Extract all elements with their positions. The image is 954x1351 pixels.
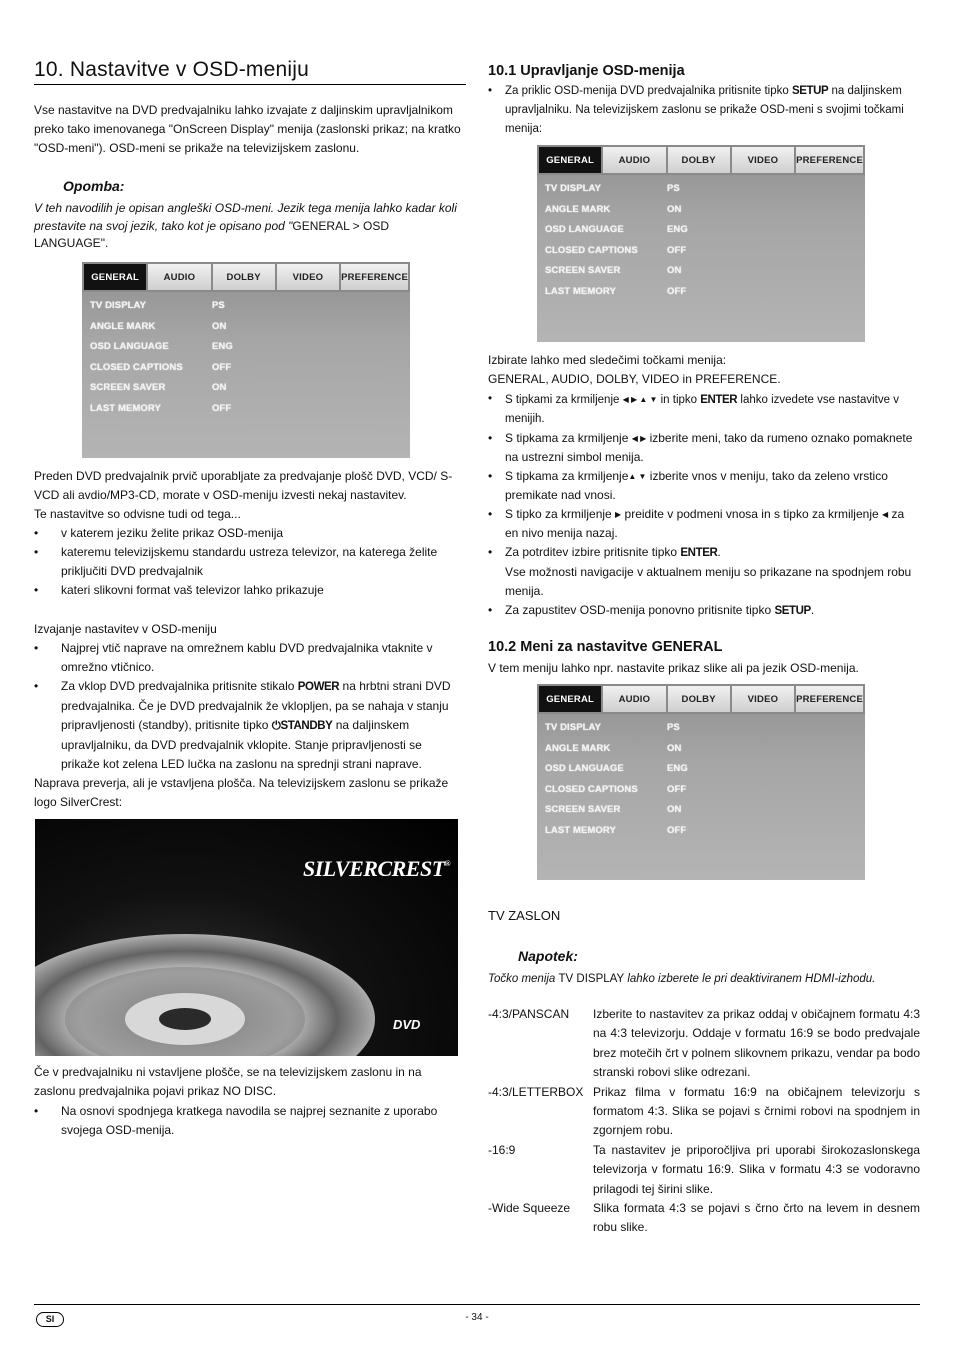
option-key: -16:9 (488, 1142, 516, 1157)
list-item: • Najprej vtič naprave na omrežnem kablu DVD predvajalnika vtaknite v omrežno vtičnico. (34, 639, 460, 677)
tv-zaslon-heading: TV ZASLON (488, 908, 561, 923)
page-number: - 34 - (465, 1312, 489, 1323)
final-list (34, 1102, 464, 1140)
osd-row: OSD LANGUAGE ENG (545, 763, 688, 775)
list-item: • kateremu televizijskemu standardu ustreza televizor, na katerega želite priključiti DVD predvajalnik (34, 543, 464, 581)
osd-tab-dolby: DOLBY (213, 262, 277, 290)
osd-tab-audio: AUDIO (603, 684, 667, 712)
option-value: Izberite to nastavitev za prikaz oddaj v običajnem formatu 4:3 na 4:3 televizorju. Oddaje v formatu 16:9 se bodo predvajale brez motečih črt v polnem slikovnem prikazu, vendar pa bodo stranski robovi slike odrezani. (593, 1007, 920, 1080)
option-row (488, 1199, 920, 1238)
list-item: • Za potrditev izbire pritisnite tipko ENTER. Vse možnosti navigacije v aktualnem meniju so prikazane na spodnjem robu menija. (488, 543, 918, 601)
menu-points: GENERAL, AUDIO, DOLBY, VIDEO in PREFERENCE. (488, 372, 781, 386)
osd-tab-preference: PREFERENCE (341, 262, 410, 290)
osd-menu-screenshot (82, 262, 410, 458)
osd-row: SCREEN SAVER ON (545, 804, 682, 816)
osd-row: TV DISPLAY PS (545, 183, 680, 194)
osd-tab-preference: PREFERENCE (796, 145, 865, 173)
list-item: • Za priklic OSD-menija DVD predvajalnika pritisnite tipko SETUP na daljinskem upravljalniku. Na televizijskem zaslonu se prikaže OSD-meni s svojimi točkami menija: (488, 82, 918, 139)
tv-display-options (488, 1005, 920, 1238)
osd-tab-dolby: DOLBY (668, 684, 732, 712)
option-key: -Wide Squeeze (488, 1201, 571, 1216)
osd-row: SCREEN SAVER ON (90, 382, 227, 394)
option-value: Ta nastavitev je priporočljiva pri uporabi širokozaslonskega televizorja v formatu 16:9. Slika v formatu 4:3 se vodoravno prilagodi tej širini slike. (593, 1142, 920, 1196)
hint-text: Točko menija TV DISPLAY lahko izberete le pri deaktiviranem HDMI-izhodu. (488, 973, 876, 985)
nodisc-paragraph: Če v predvajalniku ni vstavljene plošče, se na televizijskem zaslonu in na zaslonu predvajalnika pojavi prikaz NO DISC. (34, 1065, 422, 1098)
arrow-keys-icon: ◀ ▶ (631, 434, 647, 443)
arrow-keys-icon: ▲ ▼ (628, 472, 647, 481)
osd-row: TV DISPLAY PS (545, 722, 680, 733)
list-item: • S tipkama za krmiljenje ◀ ▶ izberite meni, tako da rumeno oznako pomaknete na ustrezni simbol menija. (488, 429, 918, 467)
language-badge: SI (36, 1312, 64, 1327)
list-item: • S tipkami za krmiljenje ◀ ▶ ▲ ▼ in tipko ENTER lahko izvedete vse nastavitve v menijih. (488, 390, 918, 429)
osd-menu-screenshot (537, 145, 865, 342)
intro-paragraph: Vse nastavitve na DVD predvajalniku lahko izvajate z daljinskim upravljalnikom preko tako imenovanega "OnScreen Display" menija (zaslonski prikaz; na kratko "OSD-meni"). OSD-meni se prikaže na televizijskem zaslonu. (34, 103, 461, 155)
section-heading-10-1: 10.1 Upravljanje OSD-menija (488, 63, 685, 79)
osd-tab-audio: AUDIO (603, 145, 667, 173)
option-row (488, 1005, 920, 1083)
osd-row: ANGLE MARK ON (545, 203, 682, 215)
footer-rule (34, 1304, 920, 1305)
osd-tab-general: GENERAL (537, 145, 603, 173)
osd-row: ANGLE MARK ON (545, 742, 682, 754)
osd-row: OSD LANGUAGE ENG (90, 341, 233, 353)
note-text: V teh navodilih je opisan angleški OSD-meni. Jezik tega menija lahko kadar koli prestavite na svoj jezik, tako kot je opisano pod "GENERAL > OSD LANGUAGE". (34, 201, 457, 250)
osd-tab-audio: AUDIO (148, 262, 212, 290)
osd-row: LAST MEMORY OFF (545, 824, 687, 836)
osd-tab-general: GENERAL (537, 684, 603, 712)
note-title: Opomba: (63, 178, 125, 194)
page-title: 10. Nastavitve v OSD-meniju (34, 58, 309, 81)
osd-row: CLOSED CAPTIONS OFF (545, 783, 687, 795)
osd-row: LAST MEMORY OFF (545, 285, 687, 297)
silvercrest-logo-text: SILVERCREST® (303, 856, 451, 881)
osd-tab-video: VIDEO (277, 262, 341, 290)
arrow-keys-icon: ◀ ▶ ▲ ▼ (622, 395, 658, 404)
osd-row: CLOSED CAPTIONS OFF (90, 361, 232, 373)
section-10-2-text: V tem meniju lahko npr. nastavite prikaz slike ali pa jezik OSD-menija. (488, 661, 859, 675)
option-value: Slika formata 4:3 se pojavi s črno črto na levem in desnem robu slike. (593, 1201, 920, 1235)
list-item: • Na osnovi spodnjega kratkega navodila se najprej seznanite z uporabo svojega OSD-menija. (34, 1102, 464, 1140)
osd-row: TV DISPLAY PS (90, 300, 225, 311)
osd-tab-general: GENERAL (82, 262, 148, 290)
section-10-1-list (488, 82, 918, 139)
arrow-right-icon: ▶ (615, 510, 622, 519)
osd-tab-video: VIDEO (732, 684, 796, 712)
osd-tab-preference: PREFERENCE (796, 684, 865, 712)
before-paragraph: Preden DVD predvajalnik prvič uporabljate za predvajanje plošč DVD, VCD/ S-VCD ali avdio/MP3-CD, morate v OSD-meniju izvesti nekaj nastavitev. (34, 469, 453, 502)
depends-intro: Te nastavitve so odvisne tudi od tega... (34, 507, 241, 521)
osd-row: ANGLE MARK ON (90, 320, 227, 332)
navigation-list (488, 390, 918, 621)
title-rule (34, 84, 466, 85)
option-row (488, 1141, 920, 1199)
list-item: • Za vklop DVD predvajalnika pritisnite stikalo POWER na hrbtni strani DVD predvajalnika. Če je DVD predvajalnik že vklopljen, pa se nahaja v stanju pripravljenosti (standby), pritisnite tipko ⏻STANDBY na daljinskem upravljalniku, da DVD predvajalnik vklopite. Stanje pripravljenosti se prikaže kot zelena LED lučka na zaslonu na sprednji strani naprave. (34, 677, 460, 774)
osd-menu-screenshot (537, 684, 865, 880)
osd-tab-dolby: DOLBY (668, 145, 732, 173)
silvercrest-logo-screen (35, 819, 458, 1056)
osd-row: OSD LANGUAGE ENG (545, 224, 688, 236)
osd-tab-video: VIDEO (732, 145, 796, 173)
list-item: • S tipko za krmiljenje ▶ preidite v podmeni vnosa in s tipko za krmiljenje ◀ za en nivo menija nazaj. (488, 505, 918, 543)
option-value: Prikaz filma v formatu 16:9 na običajnem televizorju s formatom 4:3. Slika se pojavi s črnimi robovi na spodnjem in zgornjem robu. (593, 1084, 920, 1138)
osd-row: LAST MEMORY OFF (90, 402, 232, 414)
hint-title: Napotek: (518, 948, 578, 964)
sub-heading: Izvajanje nastavitev v OSD-meniju (34, 622, 217, 636)
steps-list (34, 639, 460, 774)
list-item: • S tipkama za krmiljenje▲ ▼ izberite vnos v meniju, tako da zeleno vrstico premikate nad vnosi. (488, 467, 918, 505)
section-heading-10-2: 10.2 Meni za nastavitve GENERAL (488, 639, 723, 655)
list-item: • v katerem jeziku želite prikaz OSD-menija (34, 524, 464, 543)
choose-paragraph: Izbirate lahko med sledečimi točkami menija: (488, 353, 727, 367)
depends-list (34, 524, 464, 600)
arrow-left-icon: ◀ (882, 510, 889, 519)
dvd-logo: DVD (393, 1017, 421, 1032)
osd-row: SCREEN SAVER ON (545, 265, 682, 277)
check-paragraph: Naprava preverja, ali je vstavljena plošča. Na televizijskem zaslonu se prikaže logo SilverCrest: (34, 776, 449, 809)
option-key: -4:3/PANSCAN (488, 1007, 570, 1021)
osd-row: CLOSED CAPTIONS OFF (545, 244, 687, 256)
option-row (488, 1083, 920, 1141)
list-item: • Za zapustitev OSD-menija ponovno pritisnite tipko SETUP. (488, 601, 918, 621)
list-item: • kateri slikovni format vaš televizor lahko prikazuje (34, 581, 464, 600)
option-key: -4:3/LETTERBOX (488, 1084, 584, 1099)
